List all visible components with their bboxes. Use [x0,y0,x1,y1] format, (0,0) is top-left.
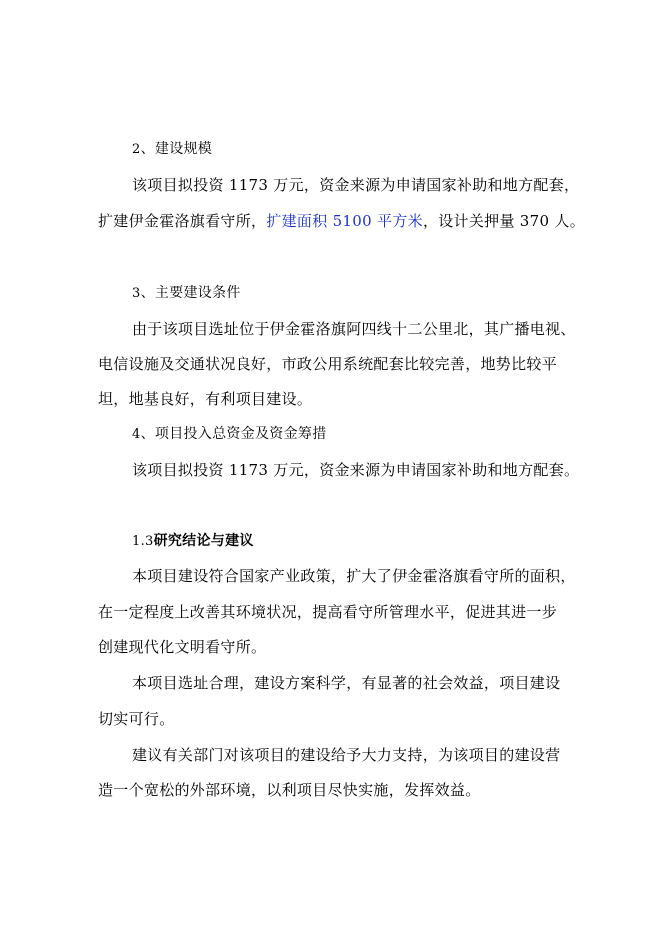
section-2-number: 2 [132,142,141,157]
section-1-3-p3-line-2: 造一个宽松的外部环境，以利项目尽快实施，发挥效益。 [98,781,481,799]
section-3-number: 3 [132,286,141,301]
section-1-3-p1-line-2: 在一定程度上改善其环境状况，提高看守所管理水平，促进其进一步 [98,603,558,621]
section-2-text-a: 扩建伊金霍洛旗看守所， [98,212,267,230]
section-1-3-p1-line-3: 创建现代化文明看守所。 [98,638,267,656]
section-3-heading [132,283,241,304]
section-2-highlight-area: 扩建面积 5100 平方米 [266,212,423,230]
section-2-paragraph-line-1: 该项目拟投资 1173 万元，资金来源为申请国家补助和地方配套， [132,176,580,194]
section-3-line-2: 电信设施及交通状况良好，市政公用系统配套比较完善，地势比较平 [98,355,558,373]
section-4-separator: 、 [140,426,155,442]
section-1-3-p2-line-1: 本项目选址合理，建设方案科学，有显著的社会效益，项目建设 [132,674,561,692]
section-2-heading [132,139,212,160]
section-4-number: 4 [132,427,141,442]
section-1-3-heading [132,531,254,552]
section-3-separator: 、 [140,285,155,301]
section-1-3-title: 研究结论与建议 [153,533,254,549]
section-1-3-p3-line-1: 建议有关部门对该项目的建设给予大力支持，为该项目的建设营 [132,746,561,764]
section-3-line-1: 由于该项目选址位于伊金霍洛旗阿四线十二公里北，其广播电视、 [132,320,576,338]
section-3-line-3: 坦，地基良好，有利项目建设。 [98,390,313,408]
section-4-line-1: 该项目拟投资 1173 万元，资金来源为申请国家补助和地方配套。 [132,461,580,479]
section-4-heading [132,424,327,445]
section-2-paragraph-line-2 [98,211,585,231]
section-1-3-number: 1.3 [132,534,154,549]
section-3-title: 主要建设条件 [154,285,241,301]
section-1-3-p2-line-2: 切实可行。 [98,710,175,728]
section-4-title: 项目投入总资金及资金筹措 [154,426,327,442]
section-1-3-p1-line-1: 本项目建设符合国家产业政策，扩大了伊金霍洛旗看守所的面积， [132,567,576,585]
section-2-text-b: ，设计关押量 370 人。 [422,212,586,230]
section-2-title: 建设规模 [154,141,213,157]
section-2-separator: 、 [140,141,155,157]
